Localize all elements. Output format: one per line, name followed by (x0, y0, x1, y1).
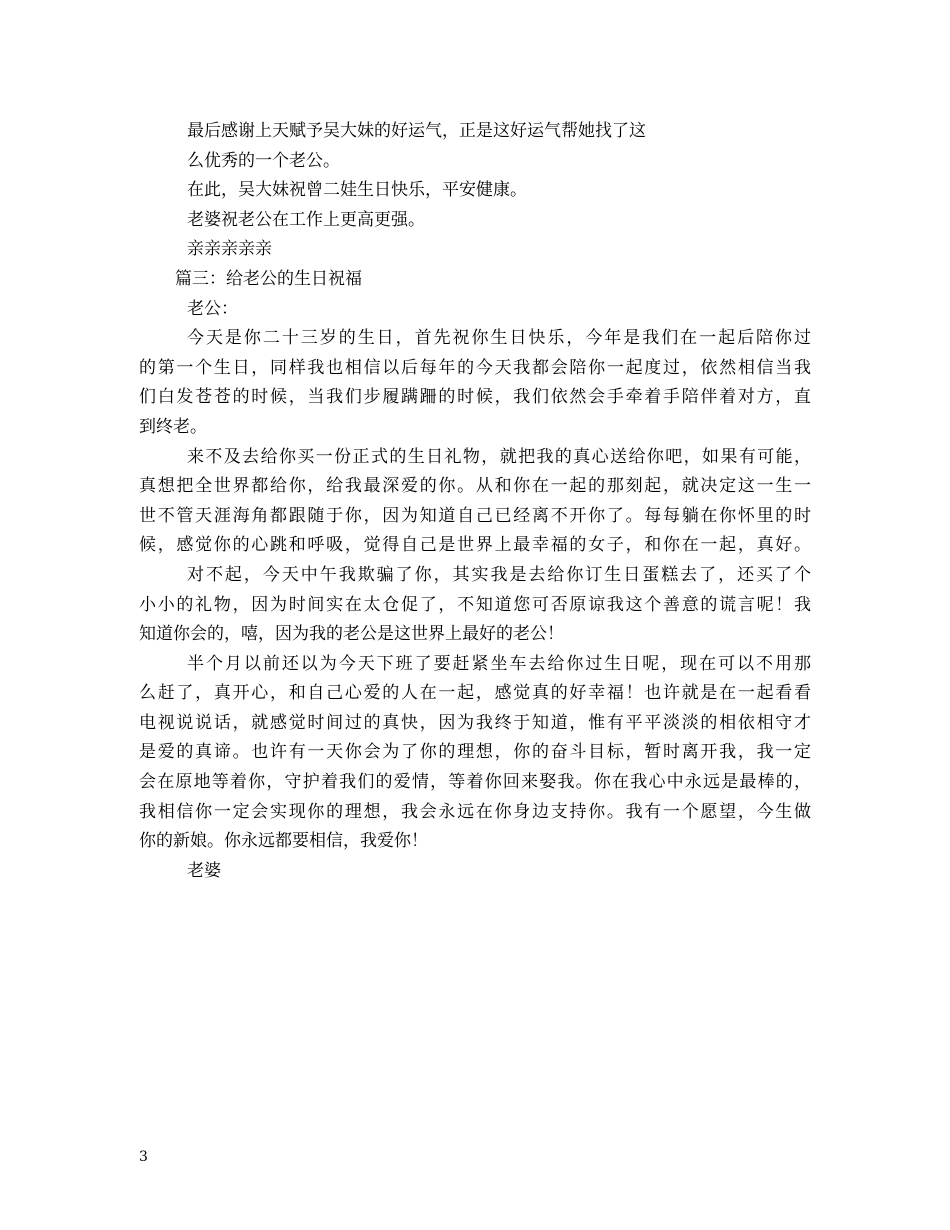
text-line: 会在原地等着你，守护着我们的爱情，等着你回来娶我。你在我心中永远是最棒的， (139, 772, 811, 793)
signature: 老婆 (187, 860, 221, 881)
text-line: 对不起，今天中午我欺骗了你，其实我是去给你订生日蛋糕去了，还买了个 (187, 564, 811, 585)
text-line: 知道你会的，嘻，因为我的老公是这世界上最好的老公！ (139, 624, 564, 645)
document-body (139, 117, 811, 886)
text-line: 在此，吴大妹祝曾二娃生日快乐，平安健康。 (187, 180, 527, 201)
text-line: 到终老。 (139, 416, 207, 437)
text-line: 你的新娘。你永远都要相信，我爱你！ (139, 831, 428, 852)
text-line: 世不管天涯海角都跟随于你，因为知道自己已经离不开你了。每每躺在你怀里的时 (139, 505, 811, 526)
text-line: 半个月以前还以为今天下班了要赶紧坐车去给你过生日呢，现在可以不用那 (187, 653, 811, 674)
text-line: 么赶了，真开心，和自己心爱的人在一起，感觉真的好幸福！也许就是在一起看看 (139, 683, 811, 704)
text-line: 候，感觉你的心跳和呼吸，觉得自己是世界上最幸福的女子，和你在一起，真好。 (139, 535, 811, 556)
text-line: 我相信你一定会实现你的理想，我会永远在你身边支持你。我有一个愿望，今生做 (139, 801, 811, 822)
section-heading: 篇三：给老公的生日祝福 (175, 268, 362, 289)
text-line: 老婆祝老公在工作上更高更强。 (187, 209, 425, 230)
text-line: 的第一个生日，同样我也相信以后每年的今天我都会陪你一起度过，依然相信当我 (139, 357, 811, 378)
text-line: 是爱的真谛。也许有一天你会为了你的理想，你的奋斗目标，暂时离开我，我一定 (139, 742, 811, 763)
text-line: 们白发苍苍的时候，当我们步履蹒跚的时候，我们依然会手牵着手陪伴着对方，直 (139, 387, 811, 408)
text-line: 么优秀的一个老公。 (187, 150, 340, 171)
salutation: 老公： (187, 298, 238, 319)
text-line: 最后感谢上天赋予吴大妹的好运气，正是这好运气帮她找了这 (187, 121, 646, 141)
text-line: 亲亲亲亲亲 (187, 239, 272, 260)
text-line: 小小的礼物，因为时间实在太仓促了，不知道您可否原谅我这个善意的谎言呢！我 (139, 594, 811, 615)
text-line: 今天是你二十三岁的生日，首先祝你生日快乐，今年是我们在一起后陪你过 (187, 328, 811, 349)
text-line: 真想把全世界都给你，给我最深爱的你。从和你在一起的那刻起，就决定这一生一 (139, 476, 811, 497)
text-line: 电视说说话，就感觉时间过的真快，因为我终于知道，惟有平平淡淡的相依相守才 (139, 712, 811, 733)
text-line: 来不及去给你买一份正式的生日礼物，就把我的真心送给你吧，如果有可能， (187, 446, 811, 467)
page-number: 3 (139, 1149, 148, 1165)
